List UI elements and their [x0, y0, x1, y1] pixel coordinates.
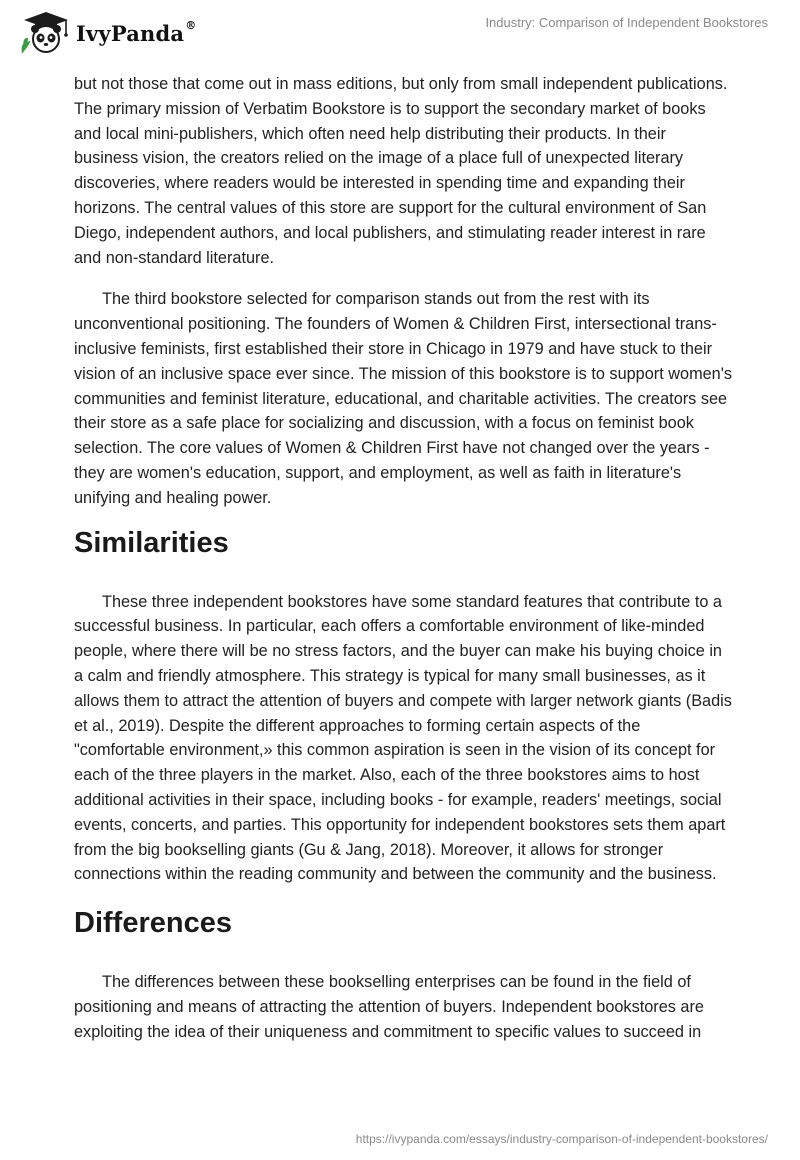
heading-differences: Differences [74, 907, 232, 940]
paragraph-differences: The differences between these bookselling enterprises can be found in the field of positioning and means of attracting the attention of buyers. Independent bookstores are exploiting the idea of their uniqueness and commitment to specific values to succeed in [74, 973, 704, 1041]
heading-similarities: Similarities [74, 526, 229, 559]
panda-graduate-icon [16, 8, 72, 56]
source-url[interactable]: https://ivypanda.com/essays/industry-comparison-of-independent-bookstores/ [355, 1132, 768, 1146]
paragraph-women-children-first: The third bookstore selected for comparison stands out from the rest with its unconventional positioning. The founders of Women & Children First, intersectional trans-inclusive feminists, first established their store in Chicago in 1979 and have stuck to their vision of an inclusive space ever since. The mission of this bookstore is to support women's communities and feminist literature, educational, and charitable activities. The creators see their store as a safe place for socializing and discussion, with a focus on feminist book selection. The core values of Women & Children First have not changed over the years - they are women's education, support, and employment, as well as faith in literature's unifying and healing power. [74, 290, 732, 507]
essay-body [74, 72, 734, 1045]
document-title: Industry: Comparison of Independent Bookstores [485, 15, 768, 30]
paragraph-similarities: These three independent bookstores have some standard features that contribute to a successful business. In particular, each offers a comfortable environment of like-minded people, where there will be no stress factors, and the buyer can make his buying choice in a calm and friendly atmosphere. This strategy is typical for many small businesses, as it allows them to attract the attention of buyers and compete with larger network giants (Badis et al., 2019). Despite the different approaches to forming certain aspects of the "comfortable environment,» this common aspiration is seen in the vision of its concept for each of the three players in the market. Also, each of the three bookstores aims to host additional activities in their space, including books - for example, readers' meetings, social events, concerts, and parties. This opportunity for independent bookstores sets them apart from the big bookselling giants (Gu & Jang, 2018). Moreover, it allows for stronger connections within the reading community and between the community and the business. [74, 592, 732, 884]
ivypanda-logo[interactable] [16, 8, 196, 56]
page-header [0, 0, 800, 70]
paragraph-verbatim-bookstore: but not those that come out in mass editions, but only from small independent publications. The primary mission of Verbatim Bookstore is to support the secondary market of books and local mini-publishers, which often need help distributing their products. In their business vision, the creators relied on the image of a place full of unexpected literary discoveries, where readers would be interested in spending time and expanding their horizons. The central values of this store are support for the cultural environment of San Diego, independent authors, and local publishers, and stimulating reader interest in rare and non-standard literature. [74, 75, 728, 267]
logo-wordmark: IvyPanda® [76, 18, 197, 46]
